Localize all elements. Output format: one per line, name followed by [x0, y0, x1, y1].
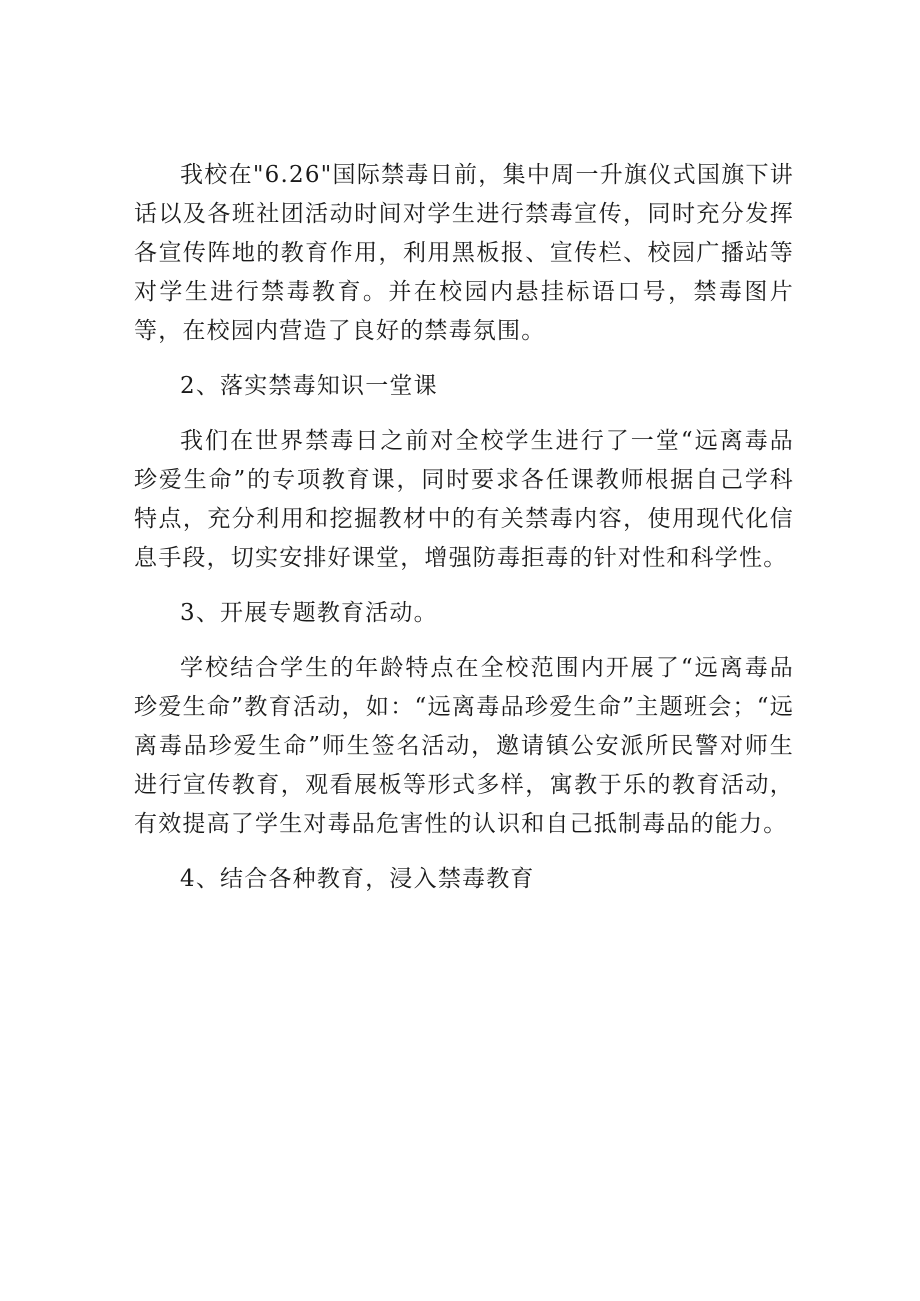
section-heading-2: 2、落实禁毒知识一堂课 [180, 373, 438, 399]
paragraph-lesson: 我们在世界禁毒日之前对全校学生进行了一堂“远离毒品珍爱生命”的专项教育课，同时要求各任课教师根据自己学科特点，充分利用和挖掘教材中的有关禁毒内容，使用现代化信息手段，切实安排好课堂，增强防毒拒毒的针对性和科学性。 [134, 428, 794, 571]
document-body [134, 156, 794, 915]
paragraph-propaganda: 我校在"6.26"国际禁毒日前，集中周一升旗仪式国旗下讲话以及各班社团活动时间对学生进行禁毒宣传，同时充分发挥各宣传阵地的教育作用，利用黑板报、宣传栏、校园广播站等对学生进行禁毒教育。并在校园内悬挂标语口号，禁毒图片等，在校园内营造了良好的禁毒氛围。 [134, 162, 794, 344]
paragraph-activities: 学校结合学生的年龄特点在全校范围内开展了“远离毒品珍爱生命”教育活动，如：“远离毒品珍爱生命”主题班会；“远离毒品珍爱生命”师生签名活动，邀请镇公安派所民警对师生进行宣传教育，观看展板等形式多样，寓教于乐的教育活动，有效提高了学生对毒品危害性的认识和自己抵制毒品的能力。 [134, 655, 794, 837]
section-heading-4: 4、结合各种教育，浸入禁毒教育 [180, 866, 535, 892]
section-heading-3: 3、开展专题教育活动。 [180, 600, 438, 626]
